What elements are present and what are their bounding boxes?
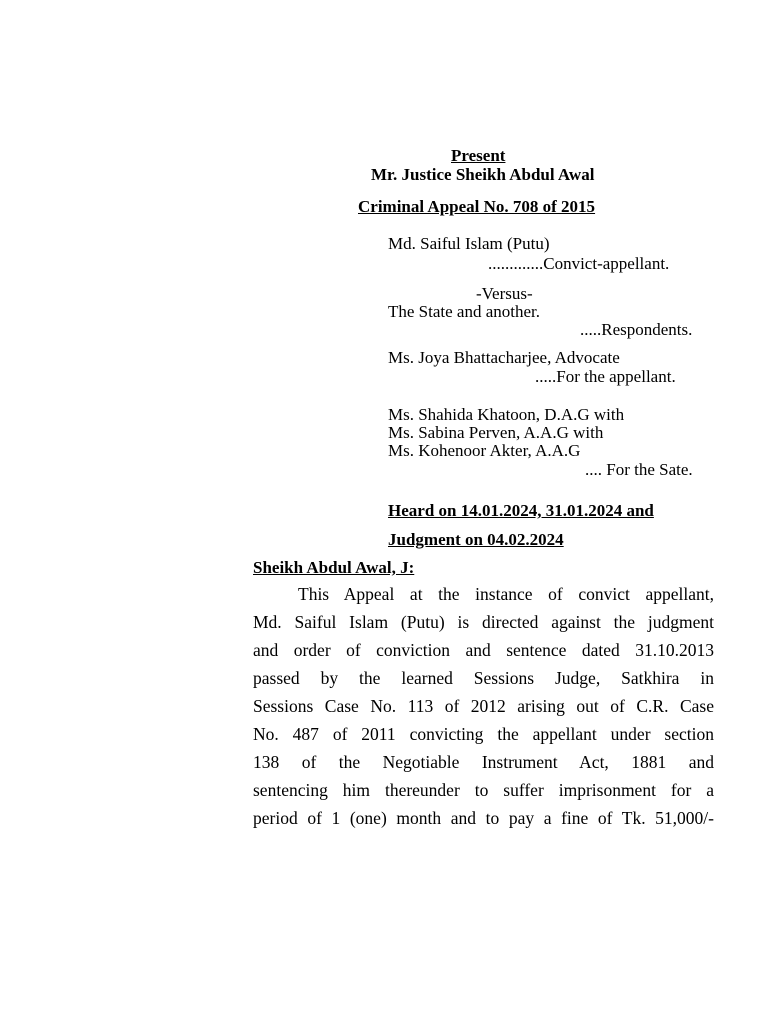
paragraph-line: Md. Saiful Islam (Putu) is directed against the judgment: [253, 612, 714, 632]
judgment-date: Judgment on 04.02.2024: [388, 530, 564, 549]
appellant-advocate: Ms. Joya Bhattacharjee, Advocate: [388, 348, 620, 367]
appellant-role: .............Convict-appellant.: [488, 254, 670, 273]
paragraph-line: passed by the learned Sessions Judge, Satkhira in: [253, 668, 714, 688]
state-advocate: Ms. Shahida Khatoon, D.A.G with: [388, 405, 625, 424]
judge-name: Mr. Justice Sheikh Abdul Awal: [371, 165, 595, 184]
versus-label: -Versus-: [476, 284, 533, 303]
appellant-name: Md. Saiful Islam (Putu): [388, 234, 550, 253]
paragraph-line: Sessions Case No. 113 of 2012 arising out of C.R. Case: [253, 696, 714, 716]
state-for: .... For the Sate.: [585, 460, 693, 479]
judgment-author: Sheikh Abdul Awal, J:: [253, 558, 415, 577]
appellant-for: .....For the appellant.: [535, 367, 676, 386]
paragraph-line: and order of conviction and sentence dated 31.10.2013: [253, 640, 714, 660]
paragraph-line: 138 of the Negotiable Instrument Act, 1881 and: [253, 752, 714, 772]
present-heading: Present: [451, 146, 506, 165]
paragraph-line: This Appeal at the instance of convict appellant,: [298, 584, 714, 604]
state-advocate: Ms. Kohenoor Akter, A.A.G: [388, 441, 581, 460]
paragraph-line: No. 487 of 2011 convicting the appellant under section: [253, 724, 714, 744]
respondent-role: .....Respondents.: [580, 320, 693, 339]
respondent-name: The State and another.: [388, 302, 541, 321]
heard-dates: Heard on 14.01.2024, 31.01.2024 and: [388, 501, 654, 520]
paragraph-line: period of 1 (one) month and to pay a fine of Tk. 51,000/-: [253, 808, 714, 828]
case-title: Criminal Appeal No. 708 of 2015: [358, 197, 596, 216]
state-advocate: Ms. Sabina Perven, A.A.G with: [388, 423, 604, 442]
judgment-paragraph: [253, 580, 714, 832]
paragraph-line: sentencing him thereunder to suffer imprisonment for a: [253, 780, 714, 800]
